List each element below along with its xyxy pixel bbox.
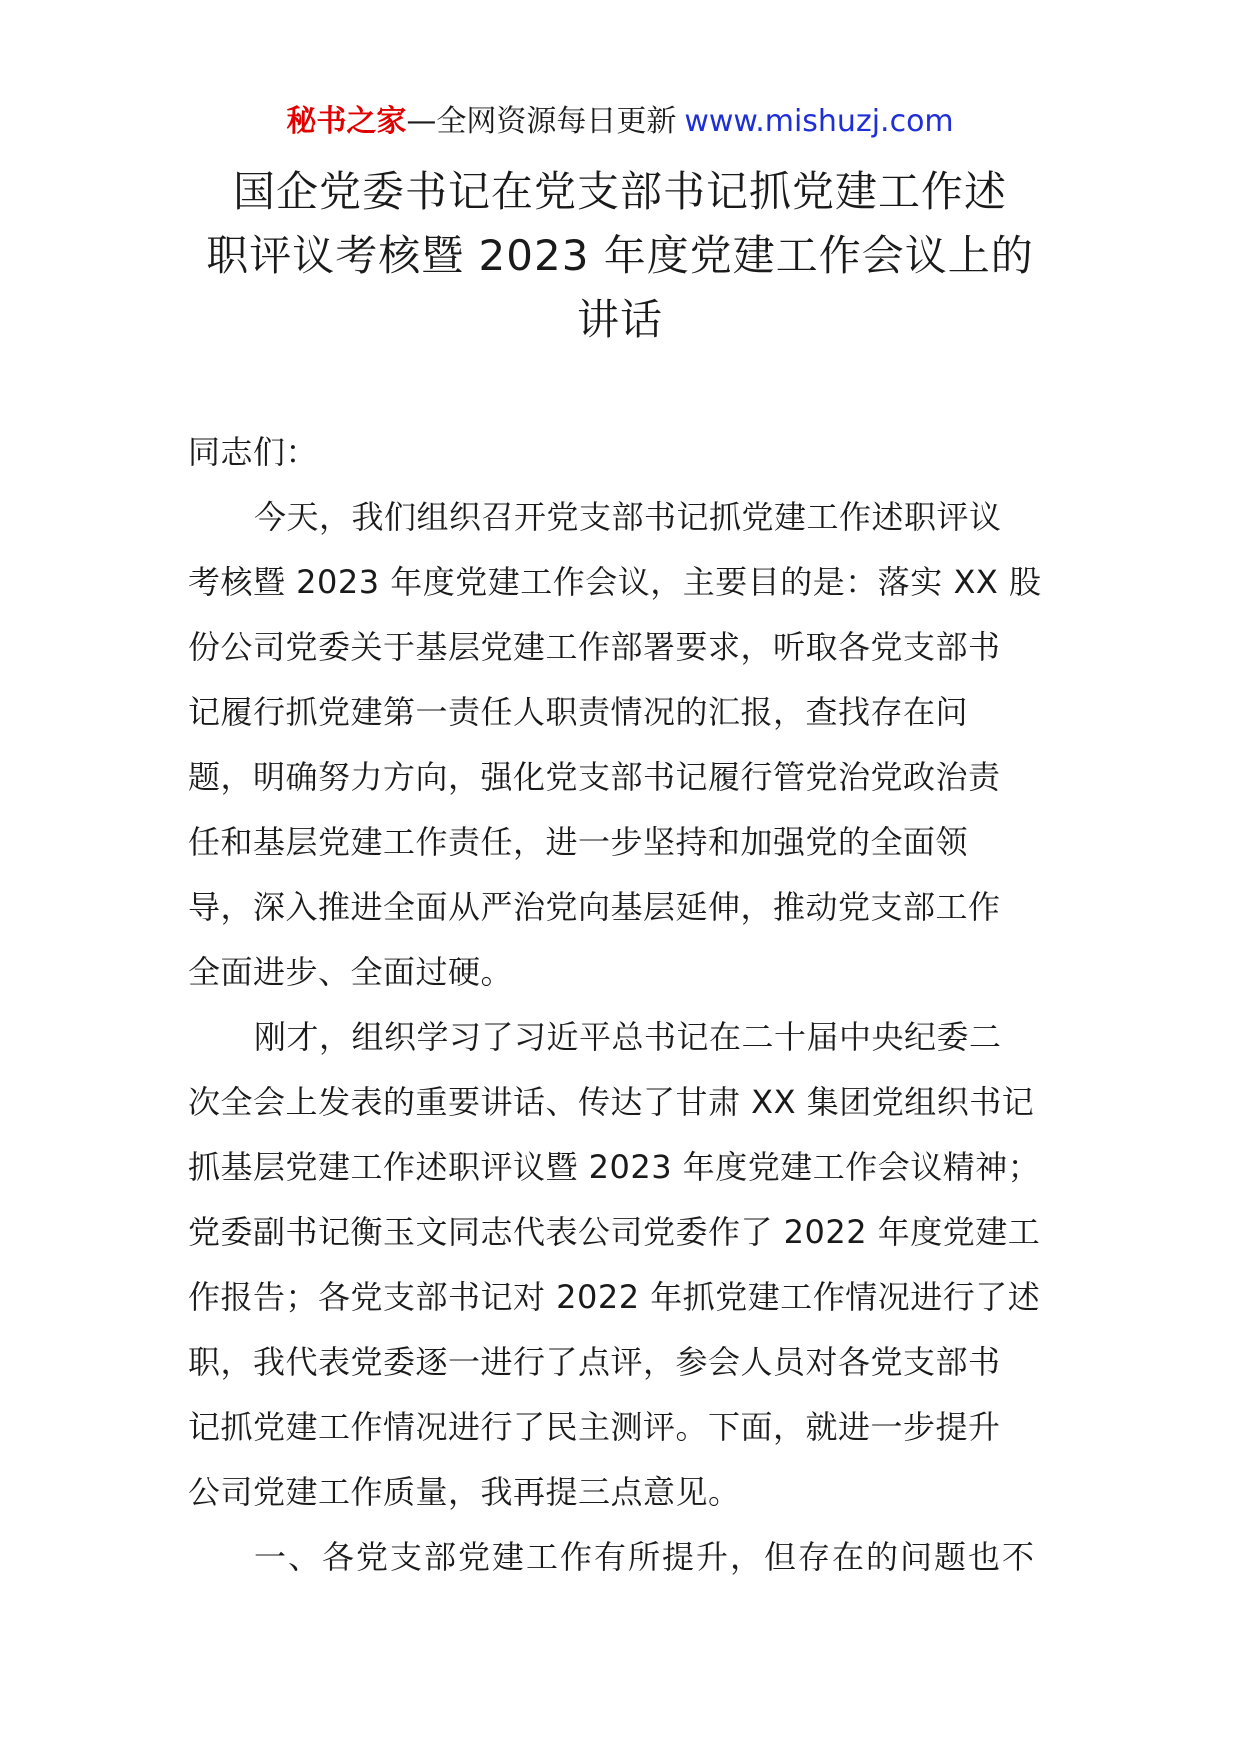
- text-line: 导，深入推进全面从严治党向基层延伸，推动党支部工作: [188, 888, 1001, 926]
- title-line: 国企党委书记在党支部书记抓党建工作述: [232, 167, 1007, 216]
- brand-name: 秘书之家: [286, 104, 407, 139]
- document-body: [188, 420, 1056, 1590]
- text-line: 题，明确努力方向，强化党支部书记履行管党治党政治责: [188, 758, 1001, 796]
- title-line: 讲话: [576, 295, 663, 344]
- text-line: 抓基层党建工作述职评议暨 2023 年度党建工作会议精神；: [188, 1148, 1041, 1186]
- text-line: 职，我代表党委逐一进行了点评，参会人员对各党支部书: [188, 1343, 1001, 1381]
- text-line: 党委副书记衡玉文同志代表公司党委作了 2022 年度党建工: [188, 1213, 1041, 1251]
- site-url: www.mishuzj.com: [684, 104, 954, 139]
- text-line: 次全会上发表的重要讲话、传达了甘肃 XX 集团党组织书记: [188, 1083, 1035, 1121]
- text-line: 刚才，组织学习了习近平总书记在二十届中央纪委二: [254, 1018, 1002, 1056]
- section-heading-1: 一、各党支部党建工作有所提升，但存在的问题也不: [254, 1538, 1037, 1576]
- paragraph-2: [188, 1005, 1056, 1525]
- text-line: 份公司党委关于基层党建工作部署要求，听取各党支部书: [188, 628, 1001, 666]
- text-line: 全面进步、全面过硬。: [188, 953, 514, 991]
- text-line: 考核暨 2023 年度党建工作会议，主要目的是：落实 XX 股: [188, 563, 1042, 601]
- header-tagline: —全网资源每日更新: [406, 104, 677, 139]
- text-line: 公司党建工作质量，我再提三点意见。: [188, 1473, 741, 1511]
- text-line: 今天，我们组织召开党支部书记抓党建工作述职评议: [254, 498, 1002, 536]
- paragraph-1: [188, 485, 1056, 1005]
- text-line: 记抓党建工作情况进行了民主测评。下面，就进一步提升: [188, 1408, 1001, 1446]
- salutation: 同志们：: [188, 433, 319, 471]
- text-line: 作报告；各党支部书记对 2022 年抓党建工作情况进行了述: [188, 1278, 1041, 1316]
- title-line: 职评议考核暨 2023 年度党建工作会议上的: [206, 231, 1034, 280]
- document-title: [190, 160, 1050, 352]
- text-line: 记履行抓党建第一责任人职责情况的汇报，查找存在问: [188, 693, 969, 731]
- site-header: [0, 100, 1240, 144]
- text-line: 任和基层党建工作责任，进一步坚持和加强党的全面领: [188, 823, 969, 861]
